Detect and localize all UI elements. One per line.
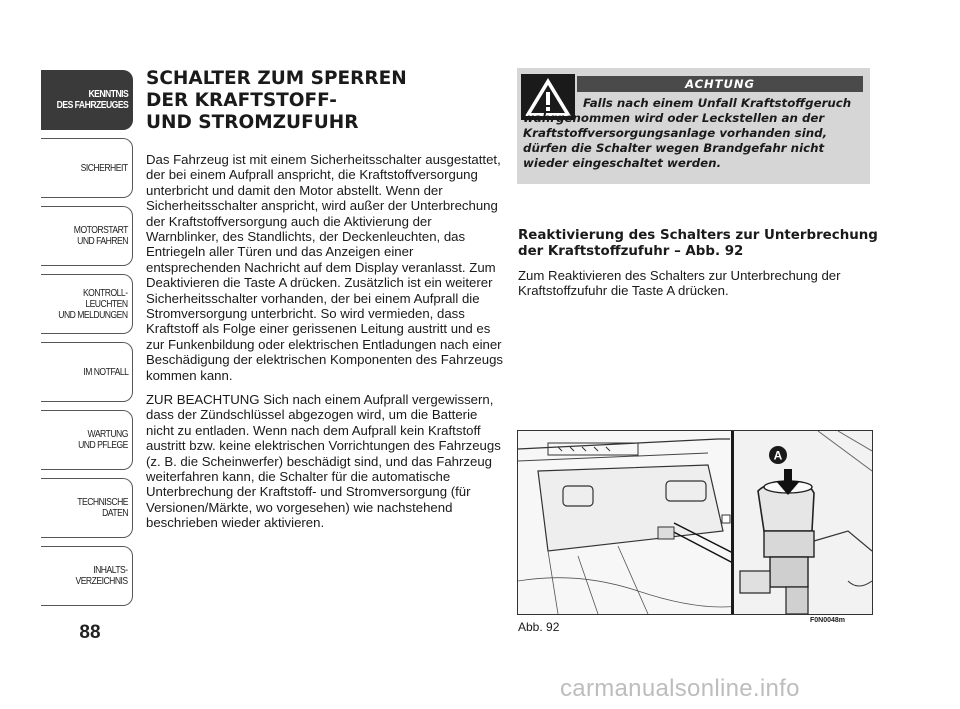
subsection-title: Reaktivierung des Schalters zur Unterbrechung der Kraftstoffzufuhr – Abb. 92: [518, 228, 878, 259]
body-paragraph-2: ZUR BEACHTUNG Sich nach einem Aufprall vergewissern, dass der Zündschlüssel abgezogen wird, um die Batterie nicht zu entladen. Wenn nach dem Aufprall kein Kraftstoff austritt bzw. keine elektrischen Vorrichtungen des Fahrzeugs (z. B. die Scheinwerfer) beschädigt sind, und das Fahrzeug weiterfahren kann, die Schalter für die automatische Unterbrechung der Kraftstoff- und Stromversorgung (für Versionen/Märkte, wo vorgesehen) wie nachstehend beschrieben wieder aktivieren.: [146, 392, 501, 531]
tab-wartung[interactable]: [41, 410, 133, 470]
figure-code: F0N0048m: [810, 617, 846, 624]
tab-label: INHALTS- VERZEICHNIS: [75, 565, 128, 587]
warning-box: [517, 68, 870, 184]
figure-caption: Abb. 92: [518, 620, 560, 634]
chapter-sidebar: [41, 70, 133, 614]
warning-header: ACHTUNG: [577, 76, 863, 92]
tab-technische-daten[interactable]: [41, 478, 133, 538]
tab-motorstart[interactable]: [41, 206, 133, 266]
tab-inhaltsverzeichnis[interactable]: [41, 546, 133, 606]
tab-label: IM NOTFALL: [82, 366, 128, 378]
body-paragraph-1: Das Fahrzeug ist mit einem Sicherheitsschalter ausgestattet, der bei einem Aufprall anspricht, die Kraftstoffversorgung unterbricht und damit den Motor abstellt. Wenn der Sicherheitsschalter anspricht, wird außer der Unterbrechung der Kraftstoffversorgung auch die Aktivierung der Warnblinker, des Standlichts, der Deckenleuchten, das Entriegeln aller Türen und das Anzeigen einer entsprechenden Nachricht auf dem Display veranlasst. Zum Deaktivieren die Taste A drücken. Zusätzlich ist ein weiterer Sicherheitsschalter vorhanden, der bei einem Aufprall die Stromversorgung unterbricht. So wird vermieden, dass Kraftstoff als Folge einer gerissenen Leitung austritt und es zur Funkenbildung oder elektrischen Entladungen nach einer Beschädigung der elektrischen Komponenten des Fahrzeugs kommen kann.: [146, 152, 504, 383]
tab-label: TECHNISCHE DATEN: [77, 497, 128, 519]
figure-illustration: [518, 431, 872, 614]
tab-sicherheit[interactable]: [41, 138, 133, 198]
tab-kontrollleuchten[interactable]: [41, 274, 133, 334]
tab-kenntnis[interactable]: [41, 70, 133, 130]
tab-label: MOTORSTART UND FAHREN: [73, 225, 128, 247]
body-paragraph-3: Zum Reaktivieren des Schalters zur Unterbrechung der Kraftstoffzufuhr die Taste A drücken.: [518, 268, 841, 299]
watermark: carmanualsonline.info: [560, 675, 800, 702]
callout-a-label: A: [773, 448, 783, 463]
page-number: 88: [79, 622, 101, 643]
tab-label: SICHERHEIT: [81, 162, 128, 174]
tab-label: KONTROLL- LEUCHTEN UND MELDUNGEN: [58, 287, 128, 321]
figure-fuel-cutoff-switch: [517, 430, 873, 615]
tab-label: KENNTNIS DES FAHRZEUGES: [56, 89, 128, 111]
tab-im-notfall[interactable]: [41, 342, 133, 402]
warning-text: Falls nach einem Unfall Kraftstoffgeruch wahrgenommen wird oder Leckstellen an der Kraftstoffversorgungsanlage vorhanden sind, dürfen die Schalter wegen Brandgefahr nicht wieder eingeschaltet werden.: [523, 96, 852, 170]
section-title: SCHALTER ZUM SPERREN DER KRAFTSTOFF- UND STROMZUFUHR: [146, 68, 407, 133]
tab-label: WARTUNG UND PFLEGE: [78, 429, 128, 451]
